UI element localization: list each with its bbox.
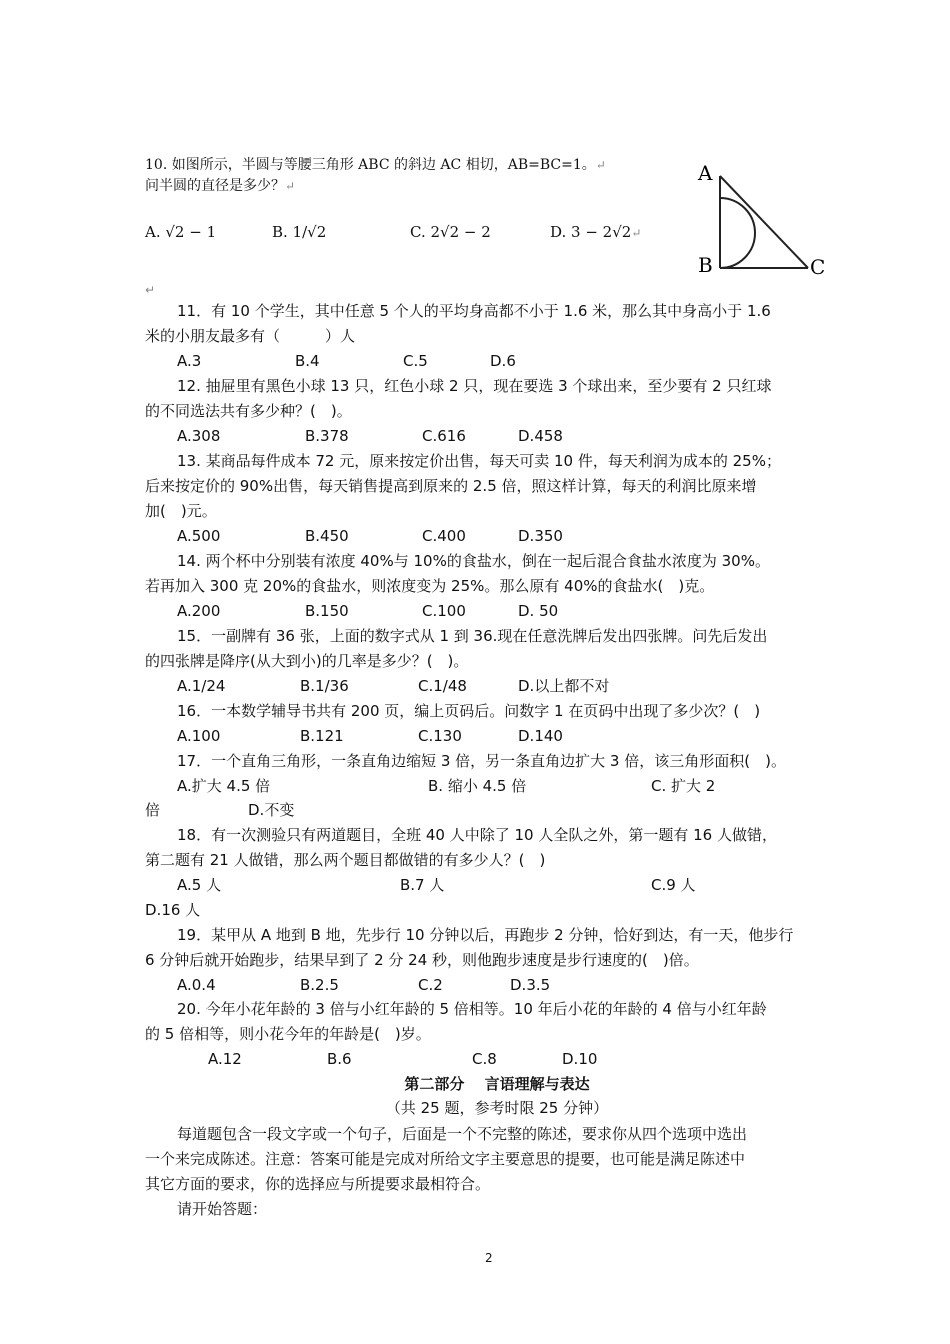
q18-option-b: B.7 人 (400, 876, 445, 894)
q18-text-2: 第二题有 21 人做错，那么两个题目都做错的有多少人？( ) (145, 851, 546, 869)
figure-hypotenuse-ac (720, 176, 808, 268)
q17-option-c-cont: 倍 (145, 801, 161, 819)
part2-title: 第二部分 言语理解与表达 (404, 1075, 590, 1093)
figure-label-b: B (698, 253, 713, 277)
part2-intro-3: 其它方面的要求，你的选择应与所提要求最相符合。 (145, 1175, 491, 1193)
q16-option-d: D.140 (518, 727, 563, 745)
q10-option-c: C. 2√2 − 2 (410, 223, 491, 241)
q18-option-d: D.16 人 (145, 901, 201, 919)
q12-option-d: D.458 (518, 427, 563, 445)
q19-option-a: A.0.4 (177, 976, 216, 994)
q13-option-c: C.400 (422, 527, 466, 545)
q18-option-c: C.9 人 (651, 876, 696, 894)
q15-option-c: C.1/48 (418, 677, 467, 695)
q19-text-1: 19．某甲从 A 地到 B 地，先步行 10 分钟以后，再跑步 2 分钟，恰好到达，有一天，他步行 (177, 926, 794, 944)
q13-option-d: D.350 (518, 527, 563, 545)
figure-label-c: C (810, 255, 826, 278)
q11-option-a: A.3 (177, 352, 202, 370)
q20-option-c: C.8 (472, 1050, 497, 1068)
q20-option-d: D.10 (562, 1050, 598, 1068)
q17-text-1: 17．一个直角三角形，一条直角边缩短 3 倍，另一条直角边扩大 3 倍，该三角形面积( )。 (177, 752, 786, 770)
q13-text-1: 13. 某商品每件成本 72 元，原来按定价出售，每天可卖 10 件，每天利润为成本的 25%； (177, 452, 781, 470)
q12-option-a: A.308 (177, 427, 221, 445)
q13-text-2: 后来按定价的 90%出售，每天销售提高到原来的 2.5 倍，照这样计算，每天的利润比原来增 (145, 477, 757, 495)
q11-text-2: 米的小朋友最多有（ ）人 (145, 327, 356, 345)
q15-option-d: D.以上都不对 (518, 677, 610, 695)
figure-label-a: A (698, 161, 713, 185)
q19-option-b: B.2.5 (300, 976, 339, 994)
q19-option-d: D.3.5 (510, 976, 551, 994)
q10-option-d: D. 3 − 2√2↵ (550, 223, 642, 241)
q15-option-a: A.1/24 (177, 677, 226, 695)
q11-option-b: B.4 (295, 352, 320, 370)
q10-option-a: A. √2 − 1 (145, 223, 217, 241)
q11-option-d: D.6 (490, 352, 516, 370)
q14-text-1: 14. 两个杯中分别装有浓度 40%与 10%的食盐水，倒在一起后混合食盐水浓度为 30%。 (177, 552, 770, 570)
q12-option-c: C.616 (422, 427, 466, 445)
q14-text-2: 若再加入 300 克 20%的食盐水，则浓度变为 25%。那么原有 40%的食盐水( )克。 (145, 577, 715, 595)
q11-option-c: C.5 (403, 352, 428, 370)
page-number: 2 (485, 1251, 493, 1265)
part2-intro-1: 每道题包含一段文字或一个句子，后面是一个不完整的陈述，要求你从四个选项中选出 (177, 1125, 748, 1143)
q18-option-a: A.5 人 (177, 876, 222, 894)
q12-option-b: B.378 (305, 427, 349, 445)
q12-text-2: 的不同选法共有多少种？( )。 (145, 402, 352, 420)
q20-option-b: B.6 (327, 1050, 352, 1068)
q17-option-a: A.扩大 4.5 倍 (177, 777, 271, 795)
q18-text-1: 18．有一次测验只有两道题目，全班 40 人中除了 10 人全队之外，第一题有 16 人做错， (177, 826, 777, 844)
q13-option-b: B.450 (305, 527, 349, 545)
q12-text-1: 12. 抽屉里有黑色小球 13 只，红色小球 2 只，现在要选 3 个球出来，至少要有 2 只红球 (177, 377, 772, 395)
q10-figure (690, 158, 830, 278)
q15-text-1: 15．一副牌有 36 张，上面的数字式从 1 到 36.现在任意洗牌后发出四张牌。问先后发出 (177, 627, 768, 645)
q15-option-b: B.1/36 (300, 677, 349, 695)
q10-line2: 问半圆的直径是多少？↵ (145, 178, 296, 194)
q16-option-b: B.121 (300, 727, 344, 745)
part2-subtitle: （共 25 题，参考时限 25 分钟） (385, 1099, 609, 1117)
q19-option-c: C.2 (418, 976, 443, 994)
q17-option-c: C. 扩大 2 (651, 777, 716, 795)
q16-text-1: 16．一本数学辅导书共有 200 页，编上页码后。问数字 1 在页码中出现了多少次？( ) (177, 702, 761, 720)
q10-line1: 10. 如图所示，半圆与等腰三角形 ABC 的斜边 AC 相切，AB=BC=1。↵ (145, 157, 606, 173)
q13-text-3: 加( )元。 (145, 502, 217, 520)
paragraph-mark: ↵ (145, 283, 156, 297)
part2-intro-2: 一个来完成陈述。注意：答案可能是完成对所给文字主要意思的提要，也可能是满足陈述中 (145, 1150, 746, 1168)
q20-text-2: 的 5 倍相等，则小花今年的年龄是( )岁。 (145, 1025, 431, 1043)
q16-option-c: C.130 (418, 727, 462, 745)
part2-start: 请开始答题： (177, 1200, 268, 1218)
q14-option-c: C.100 (422, 602, 466, 620)
q13-option-a: A.500 (177, 527, 221, 545)
q14-option-b: B.150 (305, 602, 349, 620)
q20-text-1: 20. 今年小花年龄的 3 倍与小红年龄的 5 倍相等。10 年后小花的年龄的 4 倍与小红年龄 (177, 1000, 767, 1018)
q17-option-b: B. 缩小 4.5 倍 (428, 777, 527, 795)
q16-option-a: A.100 (177, 727, 221, 745)
q11-text-1: 11．有 10 个学生，其中任意 5 个人的平均身高都不小于 1.6 米，那么其中身高小于 1.6 (177, 302, 771, 320)
q15-text-2: 的四张牌是降序(从大到小)的几率是多少？( )。 (145, 652, 469, 670)
q10-option-b: B. 1/√2 (272, 223, 327, 241)
q14-option-d: D. 50 (518, 602, 559, 620)
q19-text-2: 6 分钟后就开始跑步，结果早到了 2 分 24 秒，则他跑步速度是步行速度的( )倍。 (145, 951, 699, 969)
q14-option-a: A.200 (177, 602, 221, 620)
q17-option-d: D.不变 (248, 801, 295, 819)
q20-option-a: A.12 (208, 1050, 242, 1068)
